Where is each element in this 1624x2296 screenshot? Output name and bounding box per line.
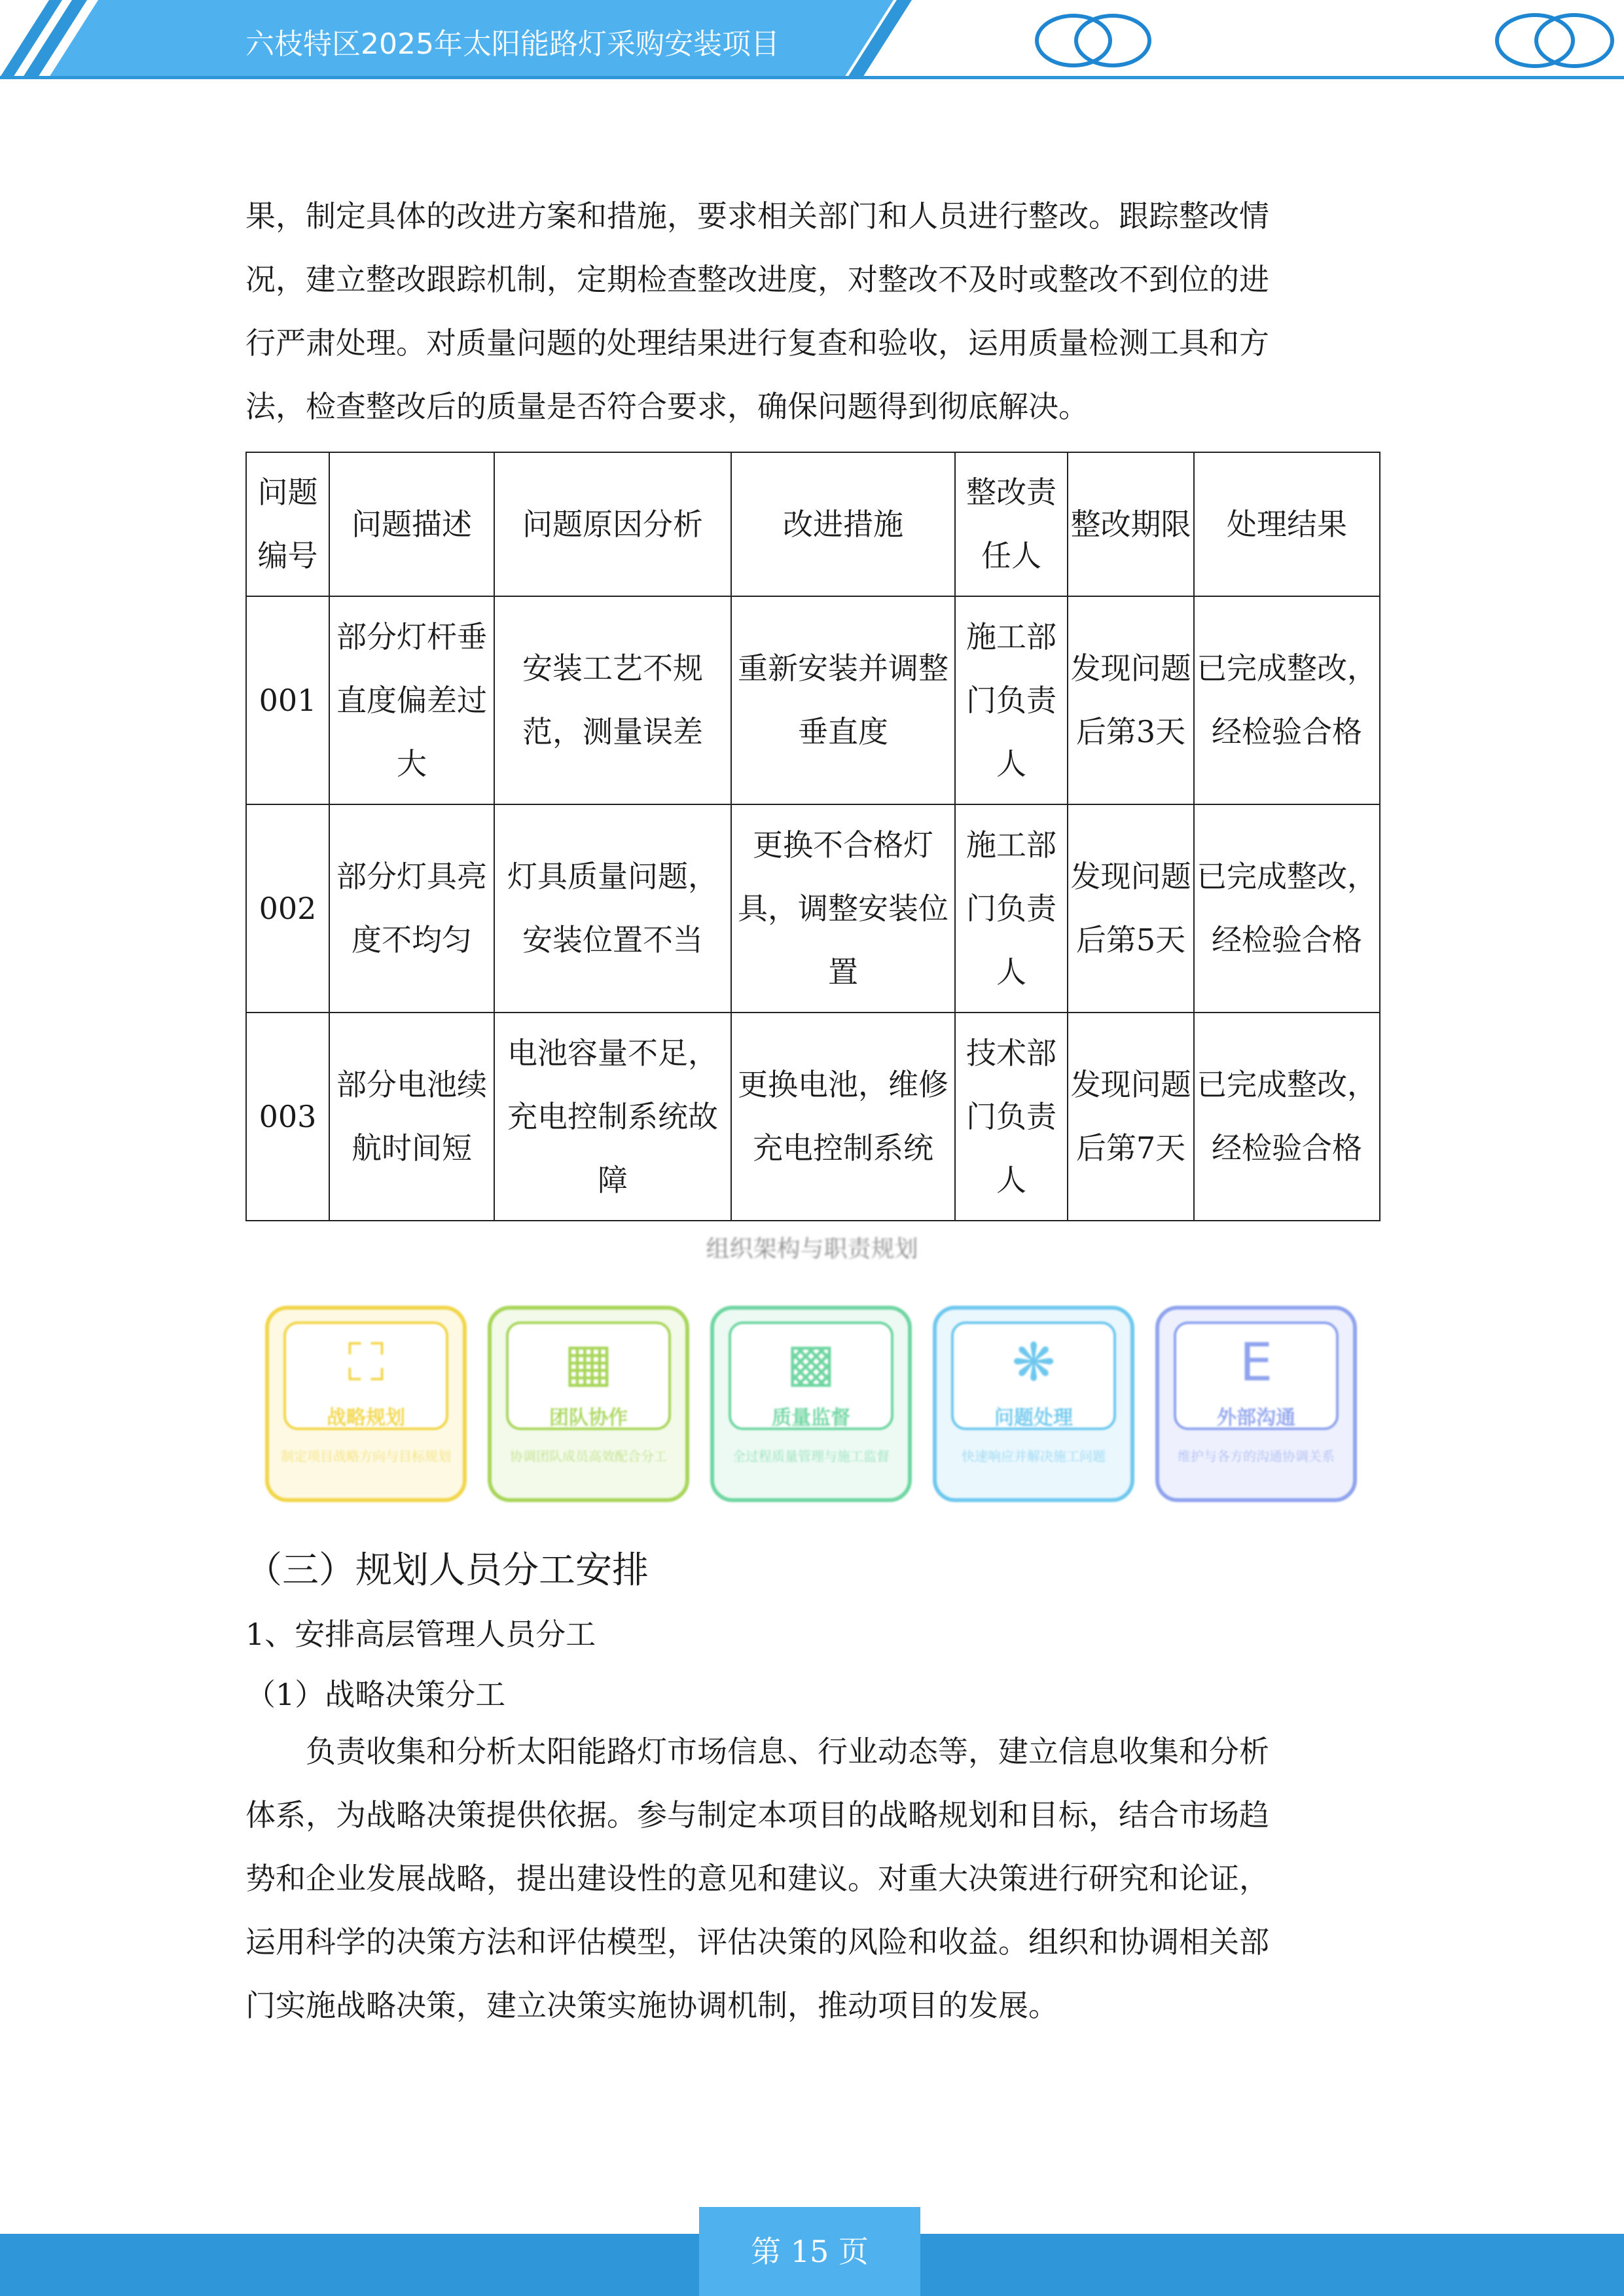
paragraph-line: 体系，为战略决策提供依据。参与制定本项目的战略规划和目标，结合市场趋: [245, 1797, 1269, 1833]
header-title: 六枝特区2025年太阳能路灯采购安装项目: [245, 27, 780, 61]
subsection-heading: 1、安排高层管理人员分工: [245, 1617, 596, 1652]
figure-caption: 组织架构与职责规划: [706, 1236, 918, 1263]
page-number: 第 15 页: [699, 2207, 920, 2296]
card-title: 质量监督: [772, 1407, 850, 1429]
org-structure-figure: [265, 1306, 1365, 1509]
problem-icon: ❋: [1011, 1332, 1056, 1393]
card-description: 维护与各方的沟通协调关系: [1178, 1448, 1335, 1464]
column-header: 问题编号: [246, 452, 329, 596]
intro-paragraph: [245, 185, 1381, 439]
card-strategy: [265, 1306, 467, 1502]
table-cell: 部分灯杆垂直度偏差过大: [329, 596, 494, 804]
card-title: 团队协作: [549, 1407, 628, 1429]
table-cell: 部分电池续航时间短: [329, 1013, 494, 1221]
card-teamwork: [488, 1306, 689, 1502]
paragraph-line: 势和企业发展战略，提出建设性的意见和建议。对重大决策进行研究和论证，: [245, 1861, 1269, 1896]
card-title: 战略规划: [327, 1407, 405, 1429]
sub-subsection-heading: （1）战略决策分工: [245, 1677, 506, 1712]
table-cell: 电池容量不足，充电控制系统故障: [494, 1013, 731, 1221]
card-description: 全过程质量管理与施工监督: [732, 1448, 890, 1464]
table-cell: 发现问题后第3天: [1068, 596, 1194, 804]
table-cell: 发现问题后第5天: [1068, 804, 1194, 1013]
communication-icon: E: [1239, 1332, 1273, 1393]
strategy-paragraph: [245, 1720, 1381, 2037]
table-row: [246, 596, 1380, 804]
rings-icon-center: [1037, 16, 1149, 65]
table-cell: 安装工艺不规范，测量误差: [494, 596, 731, 804]
paragraph-line: 运用科学的决策方法和评估模型，评估决策的风险和收益。组织和协调相关部: [245, 1924, 1269, 1960]
header-decoration: [0, 0, 1624, 85]
table-cell: 施工部门负责人: [955, 804, 1068, 1013]
card-inner: [729, 1321, 893, 1430]
rings-icon-right: [1497, 15, 1612, 66]
column-header: 整改期限: [1068, 452, 1194, 596]
paragraph-line: 况，建立整改跟踪机制，定期检查整改进度，对整改不及时或整改不到位的进: [245, 262, 1269, 297]
card-inner: [951, 1321, 1116, 1430]
table-cell: 技术部门负责人: [955, 1013, 1068, 1221]
card-description: 协调团队成员高效配合分工: [510, 1448, 667, 1464]
rectification-table: [245, 452, 1380, 1221]
section-heading: （三）规划人员分工安排: [245, 1549, 649, 1592]
table-cell: 已完成整改，经检验合格: [1194, 596, 1380, 804]
table-cell: 施工部门负责人: [955, 596, 1068, 804]
table-cell: 更换不合格灯具，调整安装位置: [731, 804, 955, 1013]
table-cell: 已完成整改，经检验合格: [1194, 1013, 1380, 1221]
card-description: 快速响应并解决施工问题: [962, 1448, 1106, 1464]
card-title: 外部沟通: [1217, 1407, 1295, 1429]
column-header: 问题原因分析: [494, 452, 731, 596]
card-external-comm: [1155, 1306, 1357, 1502]
table-cell: 更换电池，维修充电控制系统: [731, 1013, 955, 1221]
paragraph-line: 法，检查整改后的质量是否符合要求，确保问题得到彻底解决。: [245, 389, 1089, 424]
page-header: [0, 0, 1624, 85]
table-cell: 部分灯具亮度不均匀: [329, 804, 494, 1013]
card-problem-handling: [933, 1306, 1134, 1502]
quality-icon: ▩: [786, 1332, 836, 1393]
column-header: 处理结果: [1194, 452, 1380, 596]
card-quality: [710, 1306, 912, 1502]
table-row: [246, 1013, 1380, 1221]
table-cell: 003: [246, 1013, 329, 1221]
table-cell: 001: [246, 596, 329, 804]
table-cell: 重新安装并调整垂直度: [731, 596, 955, 804]
column-header: 问题描述: [329, 452, 494, 596]
card-description: 制定项目战略方向与目标规划: [281, 1448, 451, 1464]
column-header: 改进措施: [731, 452, 955, 596]
table-cell: 002: [246, 804, 329, 1013]
strategy-icon: ⛶: [348, 1332, 384, 1393]
card-title: 问题处理: [994, 1407, 1073, 1429]
table-cell: 灯具质量问题，安装位置不当: [494, 804, 731, 1013]
teamwork-icon: ▦: [564, 1332, 613, 1393]
paragraph-line: 负责收集和分析太阳能路灯市场信息、行业动态等，建立信息收集和分析: [306, 1734, 1269, 1769]
paragraph-line: 果，制定具体的改进方案和措施，要求相关部门和人员进行整改。跟踪整改情: [245, 198, 1269, 234]
table-header-row: [246, 452, 1380, 596]
table-cell: 已完成整改，经检验合格: [1194, 804, 1380, 1013]
paragraph-line: 行严肃处理。对质量问题的处理结果进行复查和验收，运用质量检测工具和方: [245, 325, 1269, 361]
table-row: [246, 804, 1380, 1013]
card-inner: [1174, 1321, 1339, 1430]
card-inner: [506, 1321, 671, 1430]
paragraph-line: 门实施战略决策，建立决策实施协调机制，推动项目的发展。: [245, 1988, 1058, 2023]
column-header: 整改责任人: [955, 452, 1068, 596]
card-inner: [283, 1321, 448, 1430]
table-cell: 发现问题后第7天: [1068, 1013, 1194, 1221]
